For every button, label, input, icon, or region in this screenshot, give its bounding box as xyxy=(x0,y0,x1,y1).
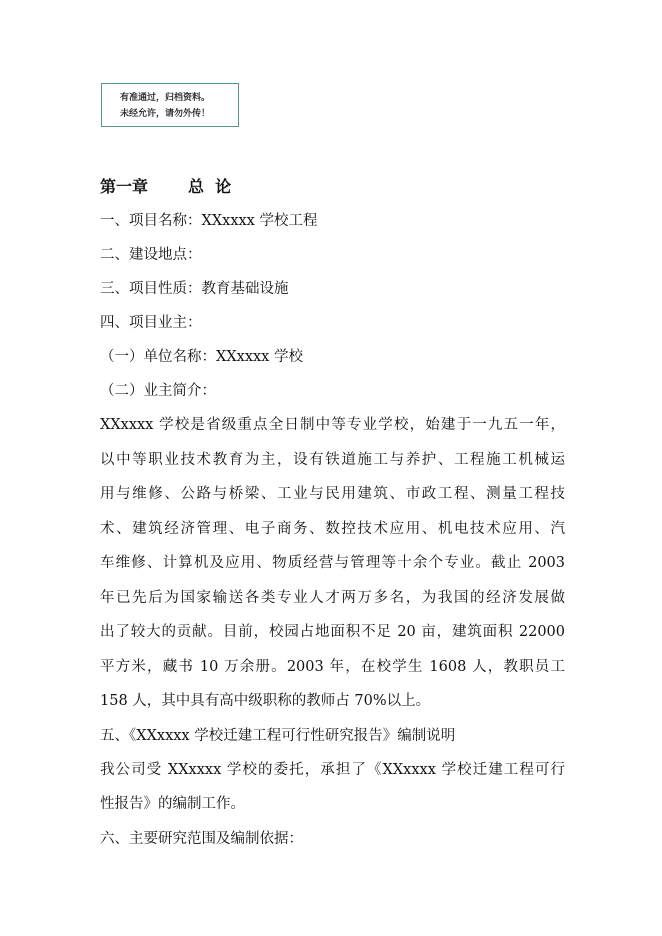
chapter-label: 第一章 xyxy=(100,177,149,196)
paragraph-line: 平方米，藏书 10 万余册。2003 年，在校学生 1608 人，教职员工 xyxy=(100,658,565,675)
item-location: 二、建设地点： xyxy=(100,247,202,263)
section5-heading: 五、《XXxxxx 学校迁建工程可行性研究报告》编制说明 xyxy=(100,727,456,744)
paragraph-line: 用与维修、公路与桥梁、工业与民用建筑、市政工程、测量工程技 xyxy=(100,486,565,502)
section5-paragraph xyxy=(100,753,565,822)
notice-line-1: 有准通过，归档资料。 xyxy=(120,93,211,103)
owner-intro-paragraph xyxy=(100,408,565,719)
section6-heading: 六、主要研究范围及编制依据： xyxy=(100,830,303,847)
item-owner: 四、项目业主： xyxy=(100,315,202,331)
paragraph-line: 出了较大的贡献。目前，校园占地面积不足 20 亩，建筑面积 22000 xyxy=(100,624,565,640)
paragraph-line: XXxxxx 学校是省级重点全日制中等专业学校，始建于一九五一年， xyxy=(100,417,565,433)
paragraph-line: 以中等职业技术教育为主，设有铁道施工与养护、工程施工机械运 xyxy=(100,451,565,468)
item-nature: 三、项目性质：教育基础设施 xyxy=(100,281,289,297)
notice-line-2: 未经允许，请勿外传！ xyxy=(120,109,211,119)
item-project-name: 一、项目名称：XXxxxx 学校工程 xyxy=(100,213,318,229)
paragraph-line: 术、建筑经济管理、电子商务、数控技术应用、机电技术应用、汽 xyxy=(100,520,565,537)
paragraph-line: 我公司受 XXxxxx 学校的委托，承担了《XXxxxx 学校迁建工程可行 xyxy=(100,761,565,778)
paragraph-line: 158 人，其中具有高中级职称的教师占 70%以上。 xyxy=(100,693,431,709)
item-unit-name: （一）单位名称：XXxxxx 学校 xyxy=(100,349,303,365)
document-body xyxy=(100,170,565,856)
item-owner-intro: （二）业主简介： xyxy=(100,383,216,399)
paragraph-line: 年已先后为国家输送各类专业人才两万多名，为我国的经济发展做 xyxy=(100,589,565,606)
chapter-heading xyxy=(100,170,565,204)
paragraph-line: 车维修、计算机及应用、物质经营与管理等十余个专业。截止 2003 xyxy=(100,555,565,571)
chapter-title: 总 论 xyxy=(188,177,232,196)
confidential-notice-box xyxy=(101,83,239,127)
paragraph-line: 性报告》的编制工作。 xyxy=(100,796,245,812)
